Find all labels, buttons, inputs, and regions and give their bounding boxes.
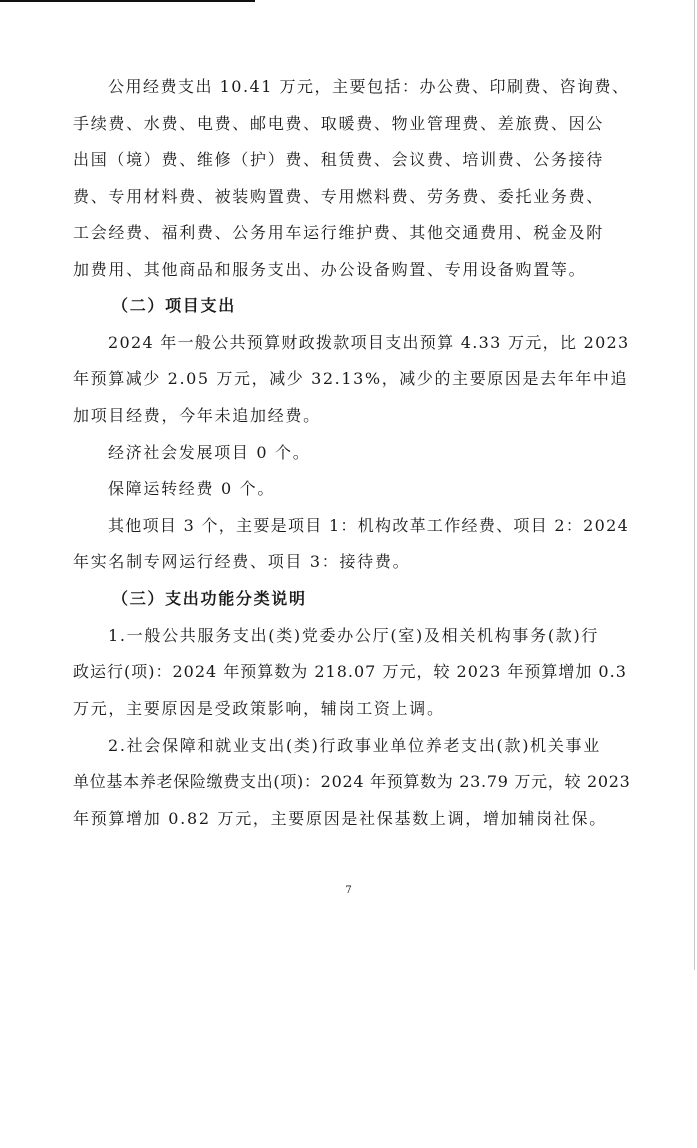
paragraph-public-expenses-line-1: 公用经费支出 10.41 万元，主要包括：办公费、印刷费、咨询费、	[108, 77, 630, 96]
paragraph-item-2-line-1: 2.社会保障和就业支出(类)行政事业单位养老支出(款)机关事业	[108, 736, 601, 755]
paragraph-project-budget-line-1: 2024 年一般公共预算财政拨款项目支出预算 4.33 万元，比 2023	[108, 333, 630, 352]
paragraph-item-2-line-2: 单位基本养老保险缴费支出(项)：2024 年预算数为 23.79 万元，较 2023	[73, 772, 631, 791]
paragraph-project-budget-line-2: 年预算减少 2.05 万元，减少 32.13%，减少的主要原因是去年年中追	[73, 369, 629, 388]
paragraph-public-expenses-line-4: 费、专用材料费、被装购置费、专用燃料费、劳务费、委托业务费、	[73, 187, 605, 206]
paragraph-item-1-line-3: 万元，主要原因是受政策影响，辅岗工资上调。	[73, 699, 445, 718]
paragraph-public-expenses-line-3: 出国（境）费、维修（护）费、租赁费、会议费、培训费、公务接待	[73, 150, 605, 169]
paragraph-item-2-line-3: 年预算增加 0.82 万元，主要原因是社保基数上调，增加辅岗社保。	[73, 809, 607, 828]
paragraph-public-expenses-line-5: 工会经费、福利费、公务用车运行维护费、其他交通费用、税金及附	[73, 223, 605, 242]
paragraph-public-expenses-line-6: 加费用、其他商品和服务支出、办公设备购置、专用设备购置等。	[73, 260, 587, 279]
section-heading-functional-classification: （三）支出功能分类说明	[112, 589, 307, 608]
paragraph-public-expenses-line-2: 手续费、水费、电费、邮电费、取暖费、物业管理费、差旅费、因公	[73, 114, 605, 133]
section-heading-project-expenditure: （二）项目支出	[112, 296, 236, 315]
paragraph-item-1-line-1: 1.一般公共服务支出(类)党委办公厅(室)及相关机构事务(款)行	[108, 626, 600, 645]
paragraph-operating-funds: 保障运转经费 0 个。	[108, 479, 276, 498]
paragraph-other-projects-line-1: 其他项目 3 个，主要是项目 1：机构改革工作经费、项目 2：2024	[108, 516, 630, 535]
paragraph-item-1-line-2: 政运行(项)：2024 年预算数为 218.07 万元，较 2023 年预算增加 0.3	[73, 662, 627, 681]
page-number: 7	[345, 885, 352, 896]
paragraph-economic-projects: 经济社会发展项目 0 个。	[108, 443, 311, 462]
paragraph-other-projects-line-2: 年实名制专网运行经费、项目 3：接待费。	[73, 552, 411, 571]
paragraph-project-budget-line-3: 加项目经费，今年未追加经费。	[73, 406, 321, 425]
